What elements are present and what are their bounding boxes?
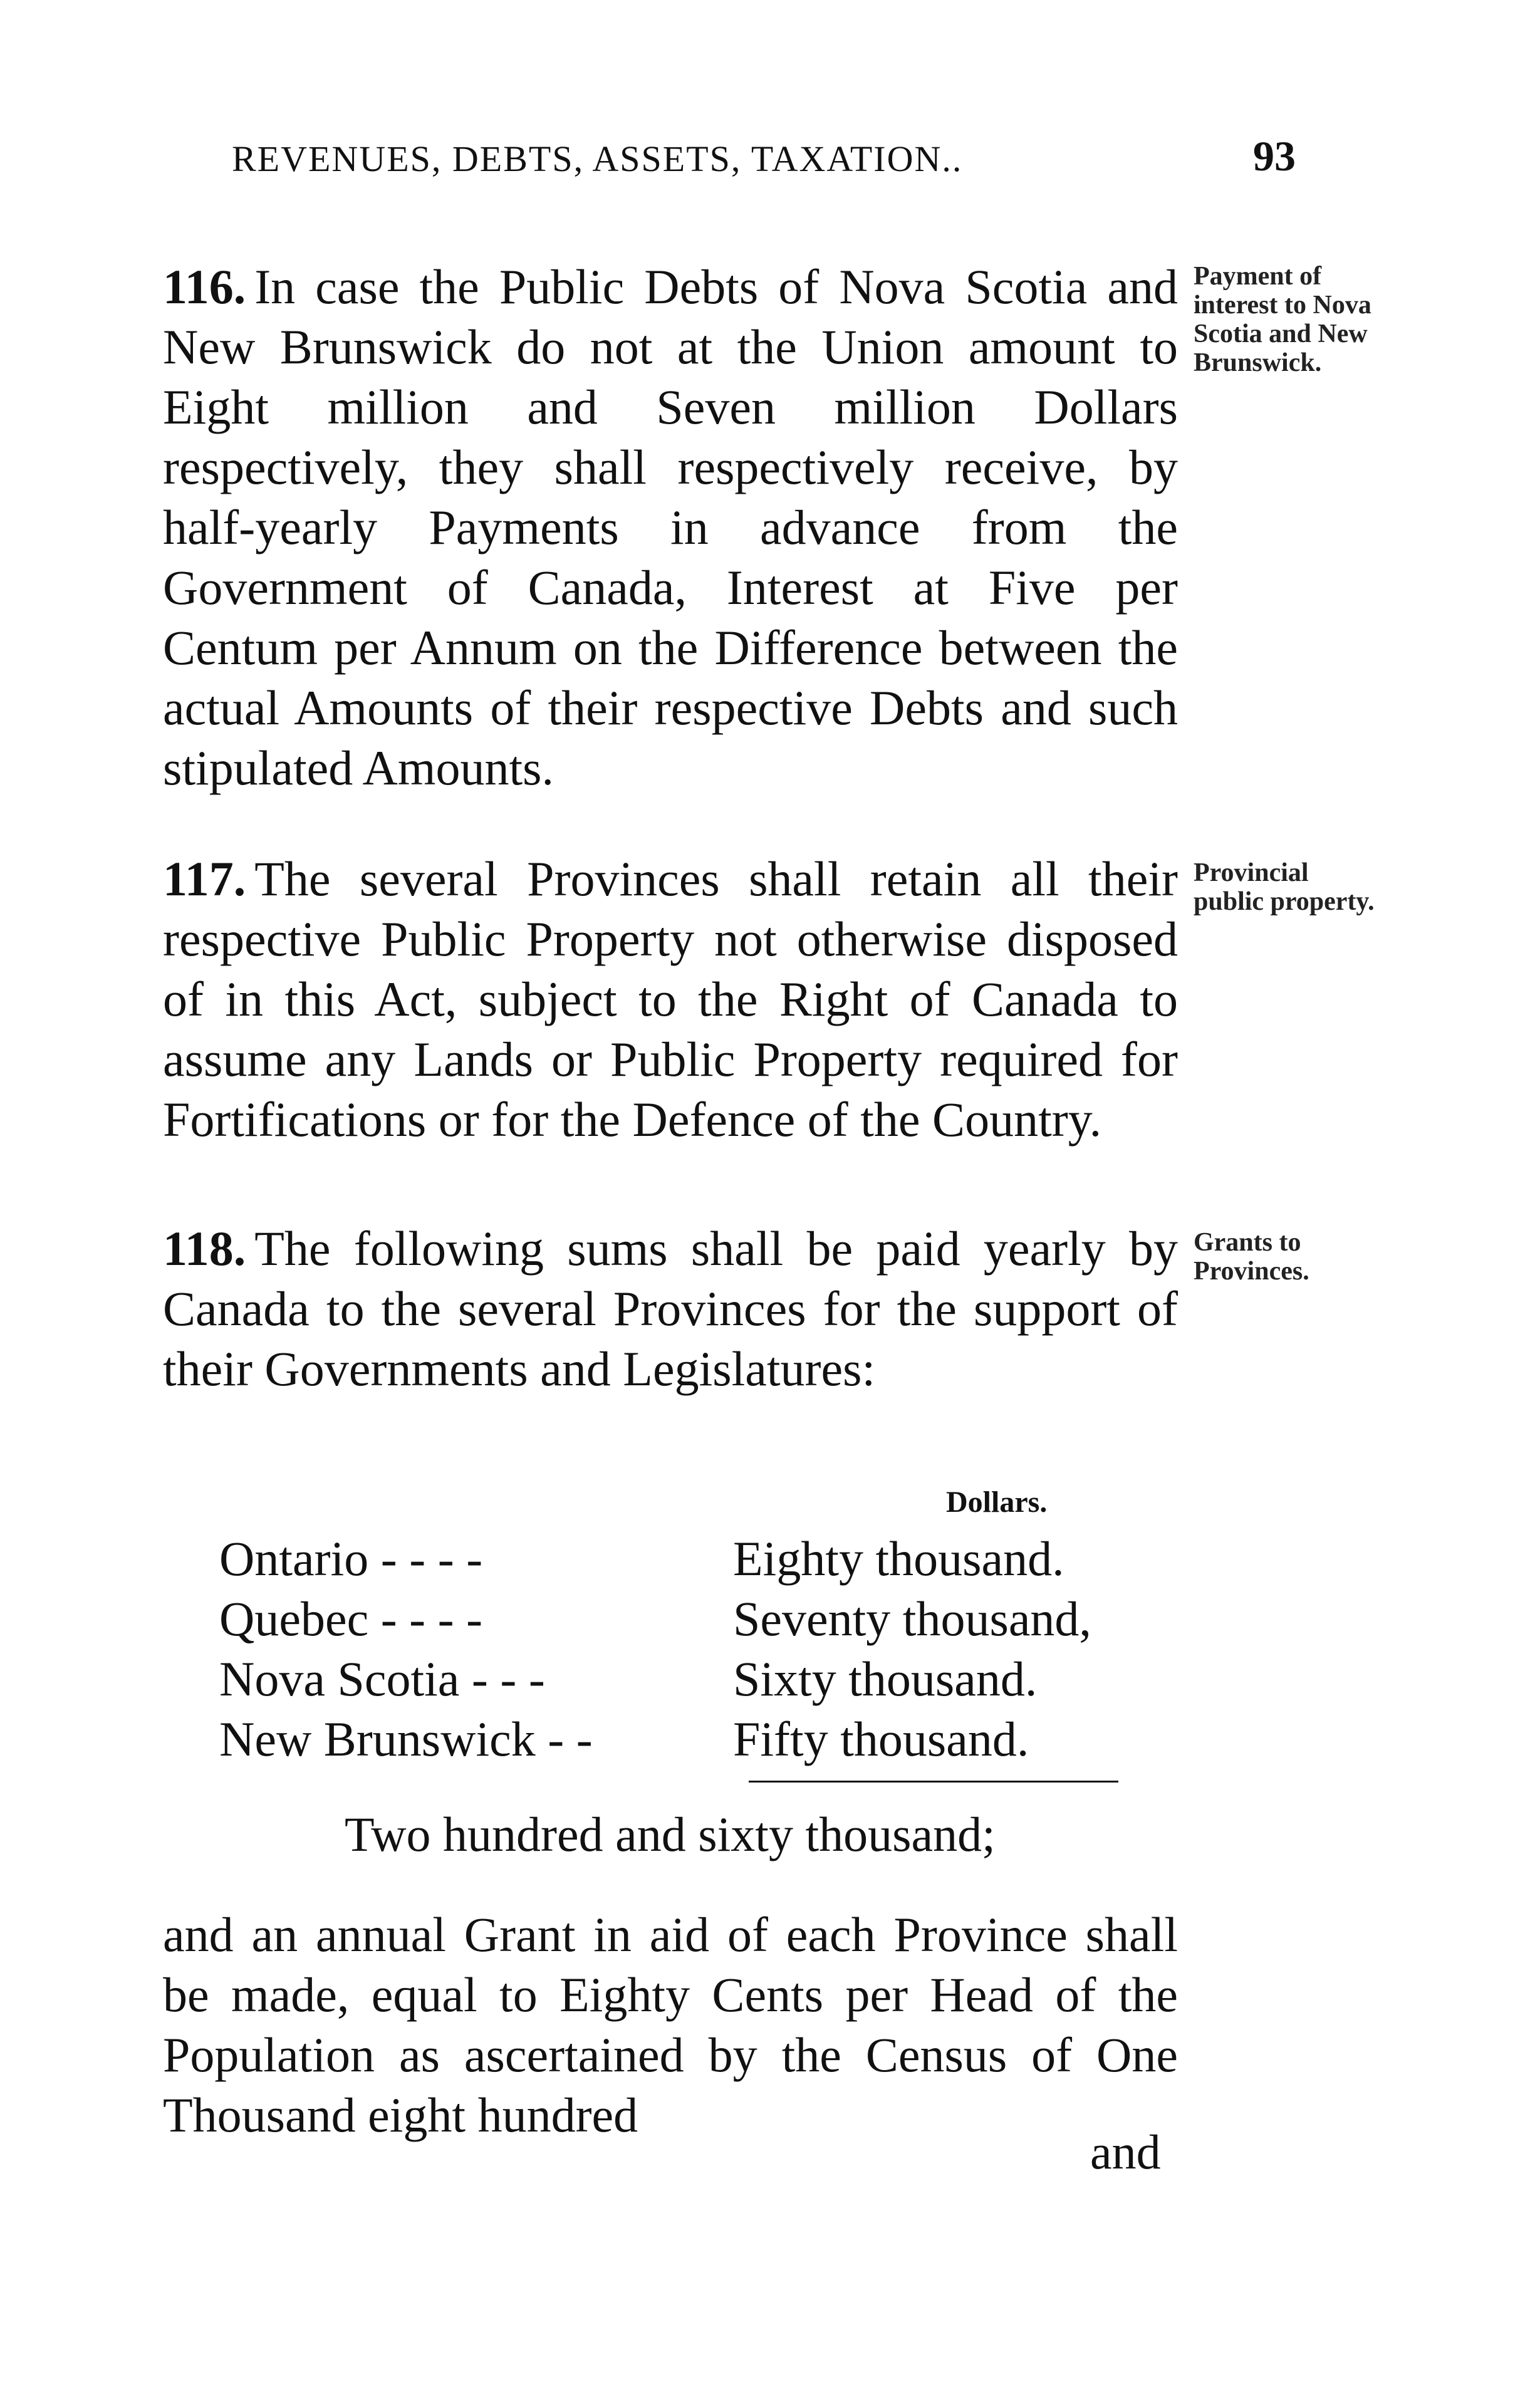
section-number: 118. <box>163 1221 246 1276</box>
section-text: The following sums shall be paid yearly by Canada to the several Provinces for the support of their Governments and Legislatures: <box>163 1221 1178 1396</box>
section-number: 116. <box>163 259 246 314</box>
section-117 <box>163 849 1178 1150</box>
catchword: and <box>1090 2125 1161 2179</box>
margin-note-117: Provincial public property. <box>1194 858 1375 916</box>
total-rule <box>749 1781 1118 1783</box>
section-118 <box>163 1219 1178 1399</box>
grant-row <box>219 1649 1197 1709</box>
grant-province: Nova Scotia - - - <box>219 1652 545 1706</box>
grant-amount: Sixty thousand. <box>733 1652 1038 1706</box>
section-116 <box>163 257 1178 798</box>
dollars-column-header: Dollars. <box>946 1486 1048 1519</box>
section-number: 117. <box>163 851 246 906</box>
running-header: REVENUES, DEBTS, ASSETS, TAXATION.. <box>232 138 963 179</box>
grant-row <box>219 1709 1197 1769</box>
page-number: 93 <box>1253 132 1296 180</box>
grants-table <box>219 1529 1197 1769</box>
grant-amount: Eighty thousand. <box>733 1531 1064 1586</box>
continuation-paragraph: and an annual Grant in aid of each Province shall be made, equal to Eighty Cents per Head of the Population as ascertained by the Census of One Thousand eight hundred <box>163 1907 1178 2142</box>
grant-province: New Brunswick - - <box>219 1712 593 1766</box>
grant-province: Quebec - - - - <box>219 1591 483 1646</box>
grant-amount: Fifty thousand. <box>733 1712 1029 1766</box>
grant-row <box>219 1529 1197 1589</box>
grant-province: Ontario - - - - <box>219 1531 483 1586</box>
margin-note-118: Grants to Provinces. <box>1194 1228 1309 1286</box>
margin-note-116: Payment of interest to Nova Scotia and New Brunswick. <box>1194 262 1371 377</box>
grants-total: Two hundred and sixty thousand; <box>345 1807 996 1861</box>
grant-amount: Seventy thousand, <box>733 1591 1091 1646</box>
grant-row <box>219 1589 1197 1649</box>
section-text: The several Provinces shall retain all their respective Public Property not otherwise disposed of in this Act, subject to the Right of Canada to assume any Lands or Public Property required for Fortifications or for the Defence of the Country. <box>163 851 1178 1147</box>
section-text: In case the Public Debts of Nova Scotia and New Brunswick do not at the Union amount to Eight million and Seven million Dollars respectively, they shall respectively receive, by half-yearly Payments in advance from the Government of Canada, Interest at Five per Centum per Annum on the Difference between the actual Amounts of their respective Debts and such stipulated Amounts. <box>163 259 1178 795</box>
